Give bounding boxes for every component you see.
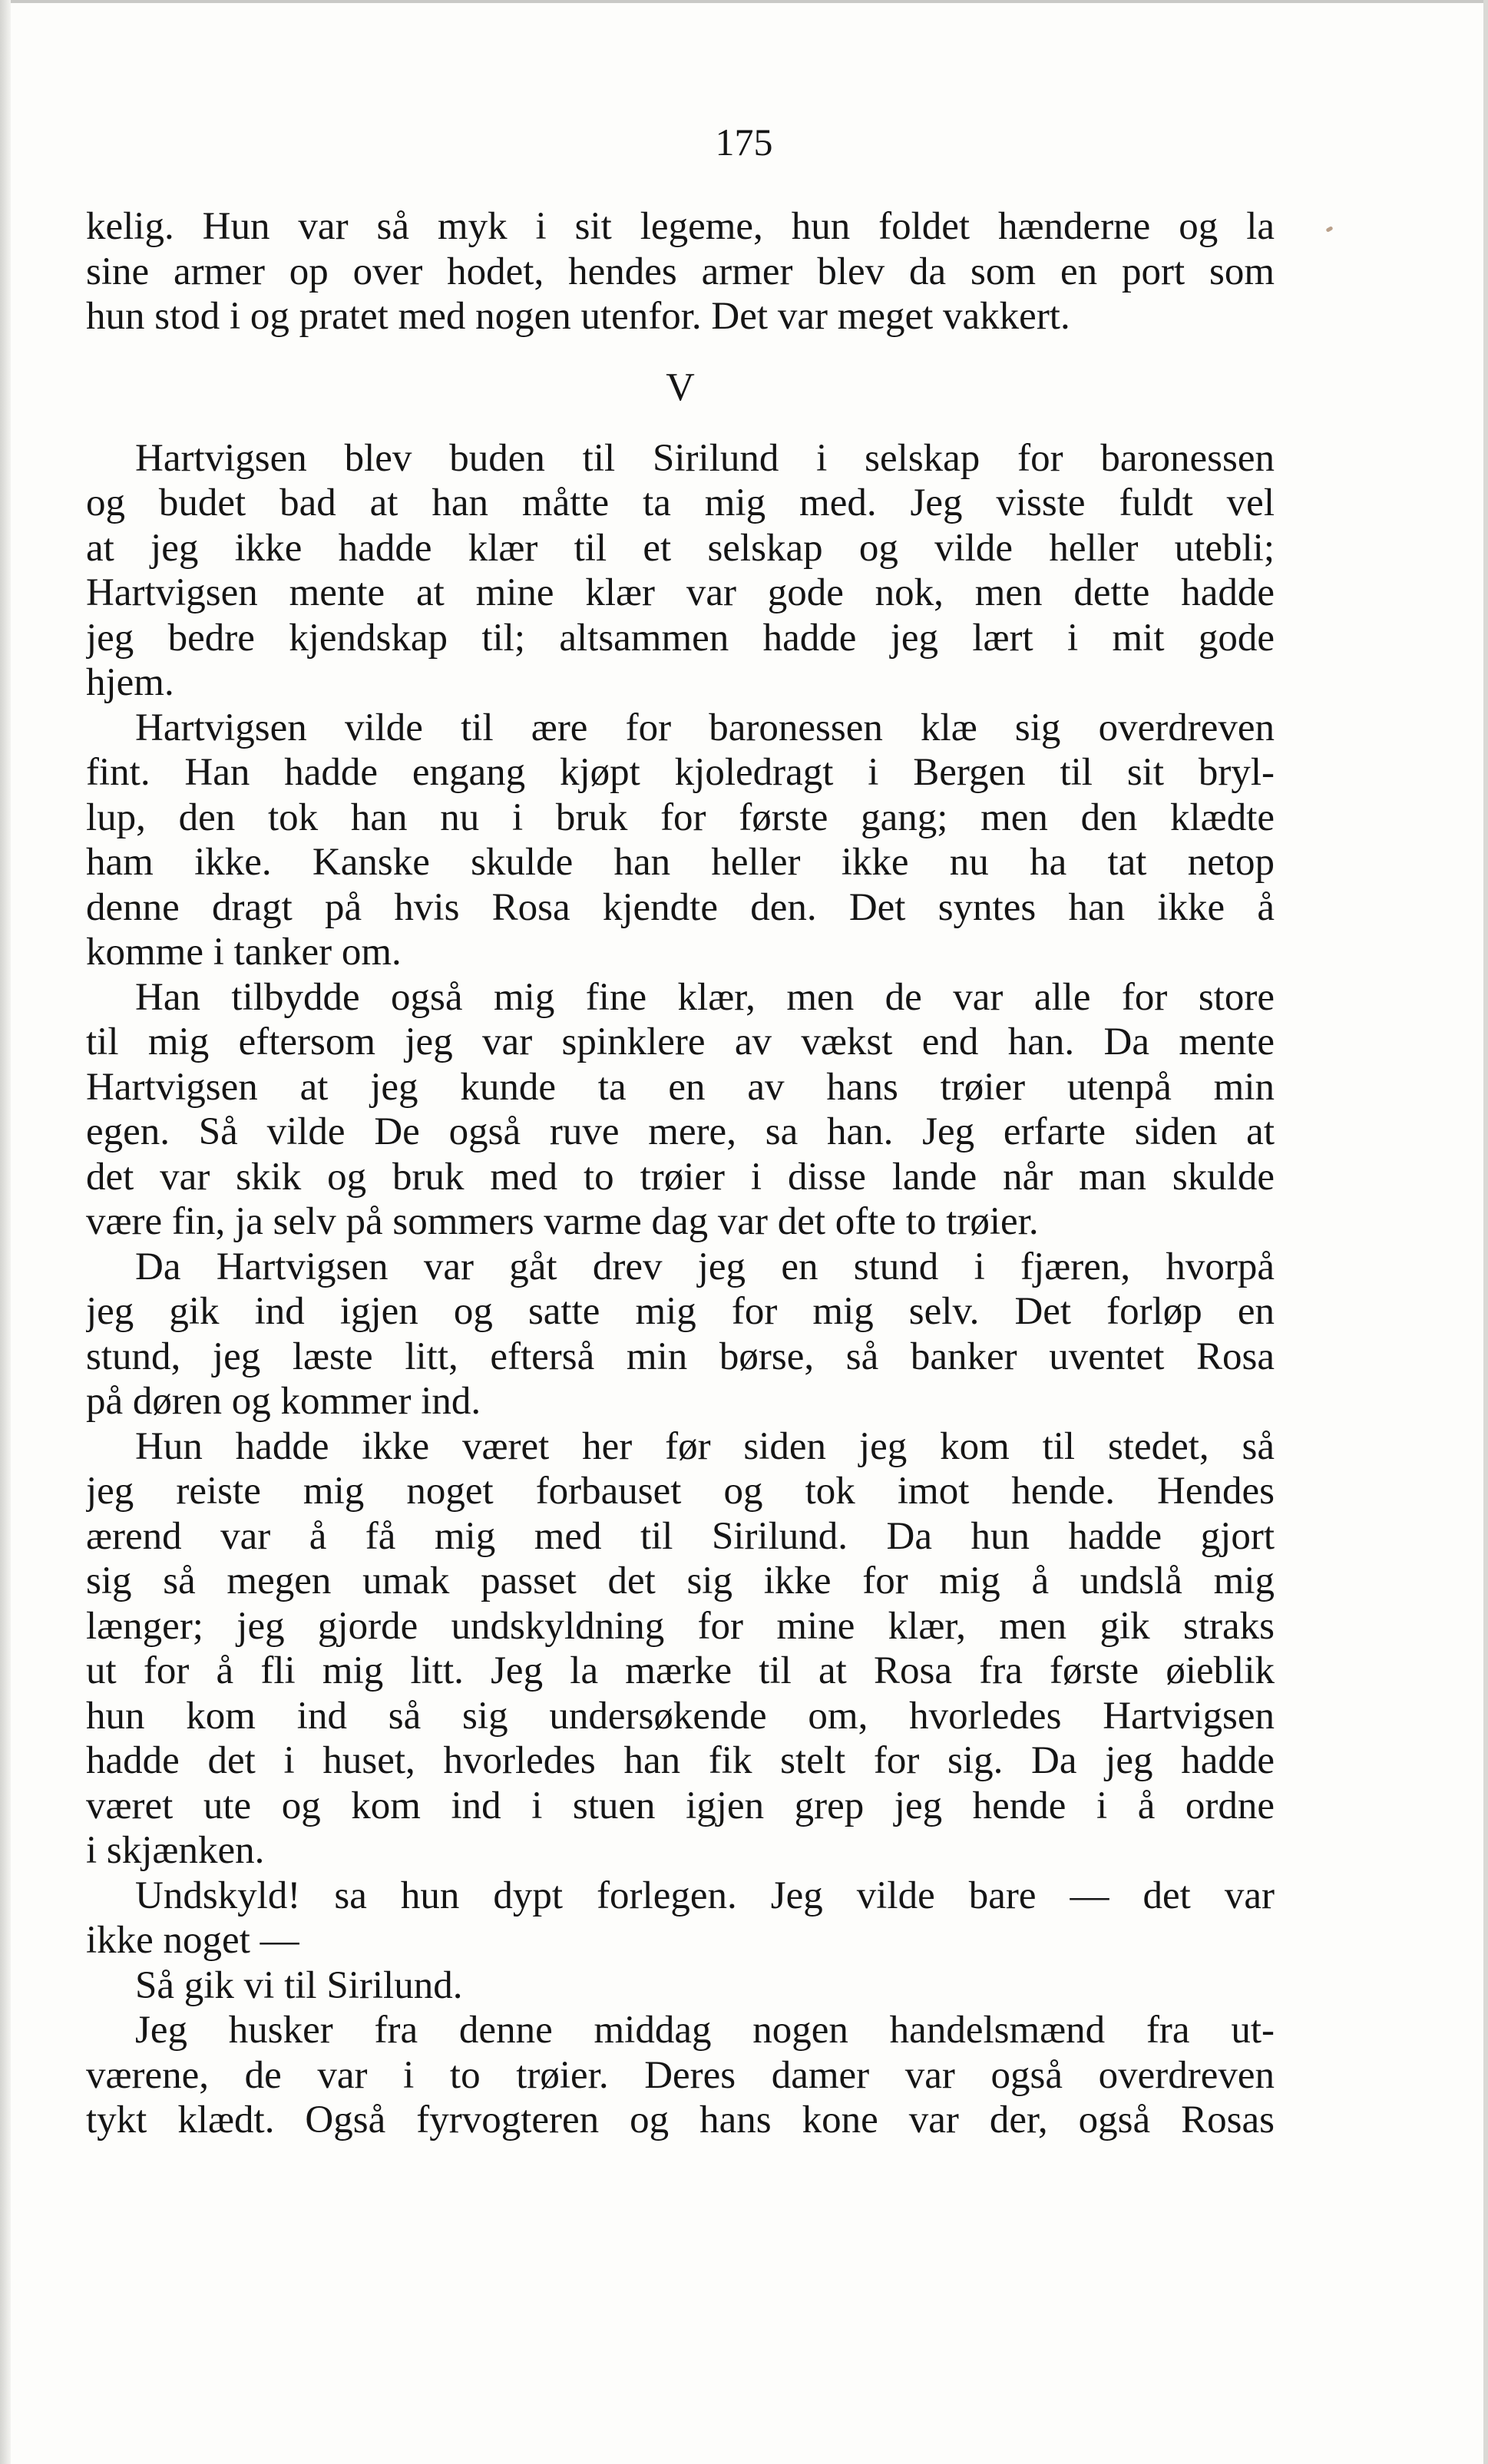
text-line: fint. Han hadde engang kjøpt kjoledragt i Bergen til sit bryl- <box>86 751 1275 794</box>
text-line: at jeg ikke hadde klær til et selskap og vilde heller utebli; <box>86 526 1275 570</box>
body-text <box>86 204 1275 2143</box>
text-line: været ute og kom ind i stuen igjen grep jeg hende i å ordne <box>86 1784 1275 1827</box>
text-line: sine armer op over hodet, hendes armer blev da som en port som <box>86 250 1275 293</box>
text-line: ikke noget — <box>86 1919 299 1962</box>
text-line: jeg gik ind igjen og satte mig for mig selv. Det forløp en <box>86 1290 1275 1333</box>
text-line: stund, jeg læste litt, efterså min børse, så banker uventet Rosa <box>86 1335 1275 1378</box>
text-line: Så gik vi til Sirilund. <box>135 1963 463 2007</box>
text-line: Han tilbydde også mig fine klær, men de var alle for store <box>135 975 1275 1019</box>
text-line: denne dragt på hvis Rosa kjendte den. Det syntes han ikke å <box>86 885 1275 929</box>
text-line: Hartvigsen at jeg kunde ta en av hans trøier utenpå min <box>86 1065 1275 1109</box>
text-line: tykt klædt. Også fyrvogteren og hans kone var der, også Rosas <box>86 2099 1275 2142</box>
text-line: længer; jeg gjorde undskyldning for mine klær, men gik straks <box>86 1604 1275 1648</box>
text-line: Hartvigsen blev buden til Sirilund i selskap for baronessen <box>135 436 1275 480</box>
page-right-edge <box>1483 0 1488 2464</box>
text-line: sig så megen umak passet det sig ikke for mig å undslå mig <box>86 1559 1275 1602</box>
text-line: Da Hartvigsen var gåt drev jeg en stund i fjæren, hvorpå <box>135 1245 1275 1288</box>
text-line: og budet bad at han måtte ta mig med. Jeg visste fuldt vel <box>86 481 1275 524</box>
page-top-edge <box>0 0 1488 3</box>
text-line: komme i tanker om. <box>86 931 402 974</box>
text-line: Hun hadde ikke været her før siden jeg kom til stedet, så <box>135 1424 1275 1468</box>
text-line: være fin, ja selv på sommers varme dag var det ofte to trøier. <box>86 1200 1039 1243</box>
print-speck <box>1325 226 1333 233</box>
text-line: egen. Så vilde De også ruve mere, sa han. Jeg erfarte siden at <box>86 1110 1275 1153</box>
text-line: i skjænken. <box>86 1829 265 1872</box>
text-line: Jeg husker fra denne middag nogen handelsmænd fra ut- <box>135 2009 1275 2052</box>
text-line: hun stod i og pratet med nogen utenfor. Det var meget vakkert. <box>86 295 1070 338</box>
section-heading: V <box>666 365 695 409</box>
text-line: hun kom ind så sig undersøkende om, hvorledes Hartvigsen <box>86 1694 1275 1738</box>
text-line: til mig eftersom jeg var spinklere av vækst end han. Da mente <box>86 1020 1275 1063</box>
text-line: ham ikke. Kanske skulde han heller ikke nu ha tat netop <box>86 841 1275 884</box>
page-number: 175 <box>715 121 773 164</box>
page-left-edge <box>0 0 11 2464</box>
text-line: jeg bedre kjendskap til; altsammen hadde jeg lært i mit gode <box>86 616 1275 660</box>
text-line: Hartvigsen vilde til ære for baronessen klæ sig overdreven <box>135 706 1275 749</box>
text-line: Undskyld! sa hun dypt forlegen. Jeg vilde bare — det var <box>135 1874 1275 1917</box>
text-line: ut for å fli mig litt. Jeg la mærke til at Rosa fra første øieblik <box>86 1649 1275 1692</box>
text-line: kelig. Hun var så myk i sit legeme, hun foldet hænderne og la <box>86 205 1275 248</box>
text-line: på døren og kommer ind. <box>86 1380 481 1423</box>
text-line: det var skik og bruk med to trøier i disse lande når man skulde <box>86 1155 1275 1199</box>
text-line: jeg reiste mig noget forbauset og tok imot hende. Hendes <box>86 1470 1275 1513</box>
text-line: lup, den tok han nu i bruk for første gang; men den klædte <box>86 795 1275 839</box>
text-line: Hartvigsen mente at mine klær var gode nok, men dette hadde <box>86 571 1275 614</box>
text-line: hjem. <box>86 661 174 704</box>
text-line: værene, de var i to trøier. Deres damer var også overdreven <box>86 2053 1275 2097</box>
text-line: hadde det i huset, hvorledes han fik stelt for sig. Da jeg hadde <box>86 1739 1275 1782</box>
text-line: ærend var å få mig med til Sirilund. Da hun hadde gjort <box>86 1514 1275 1558</box>
